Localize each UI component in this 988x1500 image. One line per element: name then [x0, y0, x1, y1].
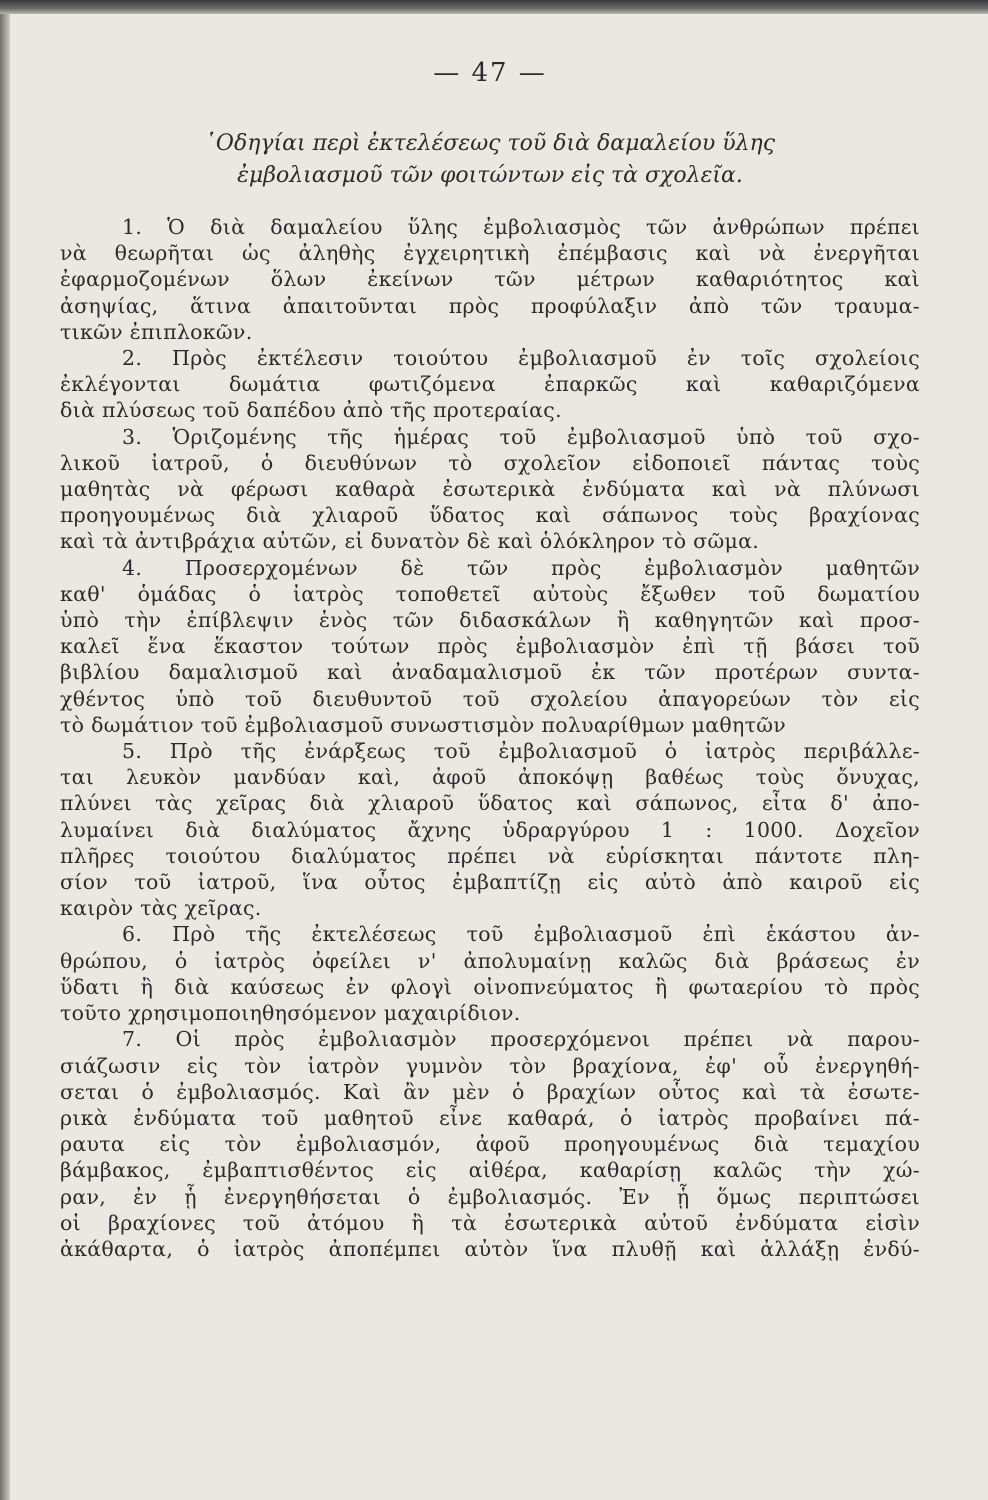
text-line: προηγουμένως διὰ χλιαροῦ ὕδατος καὶ σάπωνος τοὺς βραχίονας [60, 503, 920, 528]
text-line: ρικὰ ἐνδύματα τοῦ μαθητοῦ εἶνε καθαρά, ὁ ἰατρὸς προβαίνει πά- [60, 1105, 920, 1130]
scan-left-edge [0, 14, 10, 1500]
text-line: οἱ βραχίονες τοῦ ἀτόμου ἢ τὰ ἐσωτερικὰ αὐτοῦ ἐνδύματα εἰσὶν [60, 1210, 920, 1235]
text-line: ἐκλέγονται δωμάτια φωτιζόμενα ἐπαρκῶς καὶ καθαριζόμενα [60, 372, 920, 397]
text-line: καθ' ὁμάδας ὁ ἰατρὸς τοποθετεῖ αὐτοὺς ἔξωθεν τοῦ δωματίου [60, 581, 920, 606]
text-line: καιρὸν τὰς χεῖρας. [60, 896, 262, 921]
section-title [60, 128, 920, 192]
text-line: ραν, ἐν ᾗ ἐνεργηθήσεται ὁ ἐμβολιασμός. Ἐν ᾗ ὅμως περιπτώσει [60, 1184, 920, 1209]
text-line: 2. Πρὸς ἐκτέλεσιν τοιούτου ἐμβολιασμοῦ ἐν τοῖς σχολείοις [122, 346, 920, 371]
section-title-line-2: ἐμβολιασμοῦ τῶν φοιτώντων εἰς τὰ σχολεῖα. [237, 163, 743, 188]
text-line: 5. Πρὸ τῆς ἐνάρξεως τοῦ ἐμβολιασμοῦ ὁ ἰατρὸς περιβάλλε- [122, 739, 920, 764]
text-line: θρώπου, ὁ ἰατρὸς ὀφείλει ν' ἀπολυμαίνῃ καλῶς διὰ βράσεως ἐν [60, 948, 920, 973]
section-title-line-1: ῾Οδηγίαι περὶ ἐκτελέσεως τοῦ διὰ δαμαλείου ὕλης [204, 131, 776, 156]
text-line: 4. Προσερχομένων δὲ τῶν πρὸς ἐμβολιασμὸν μαθητῶν [122, 555, 920, 580]
text-line: βιβλίου δαμαλισμοῦ καὶ ἀναδαμαλισμοῦ ἐκ τῶν προτέρων συντα- [60, 660, 920, 685]
text-line: 7. Οἱ πρὸς ἐμβολιασμὸν προσερχόμενοι πρέπει νὰ παρου- [122, 1027, 920, 1052]
text-line: ται λευκὸν μανδύαν καὶ, ἀφοῦ ἀποκόψῃ βαθέως τοὺς ὄνυχας, [60, 765, 920, 790]
text-line: πλύνει τὰς χεῖρας διὰ χλιαροῦ ὕδατος καὶ σάπωνος, εἶτα δ' ἀπο- [60, 791, 920, 816]
text-line: λυμαίνει διὰ διαλύματος ἄχνης ὑδραργύρου 1 : 1000. Δοχεῖον [60, 817, 920, 842]
text-line: διὰ πλύσεως τοῦ δαπέδου ἀπὸ τῆς προτεραίας. [60, 398, 562, 423]
text-line: 1. Ὁ διὰ δαμαλείου ὕλης ἐμβολιασμὸς τῶν ἀνθρώπων πρέπει [122, 215, 920, 239]
text-line: ὑπὸ τὴν ἐπίβλεψιν ἑνὸς τῶν διδασκάλων ἢ καθηγητῶν καὶ προσ- [60, 608, 920, 633]
text-line: σιάζωσιν εἰς τὸν ἰατρὸν γυμνὸν τὸν βραχίονα, ἐφ' οὗ ἐνεργηθή- [60, 1053, 920, 1078]
text-line: πλῆρες τοιούτου διαλύματος πρέπει νὰ εὑρίσκηται πάντοτε πλη- [60, 843, 920, 868]
text-line: ἐφαρμοζομένων ὅλων ἐκείνων τῶν μέτρων καθαριότητος καὶ [60, 267, 920, 292]
text-line: βάμβακος, ἐμβαπτισθέντος εἰς αἰθέρα, καθαρίσῃ καλῶς τὴν χώ- [60, 1158, 920, 1183]
document-page [60, 40, 920, 1262]
text-line: ραυτα εἰς τὸν ἐμβολιασμόν, ἀφοῦ προηγουμένως διὰ τεμαχίου [60, 1132, 920, 1157]
text-line: χθέντος ὑπὸ τοῦ διευθυντοῦ τοῦ σχολείου ἀπαγορεύων τὸν εἰς [60, 686, 920, 711]
text-line: καλεῖ ἕνα ἕκαστον τούτων πρὸς ἐμβολιασμὸν ἐπὶ τῇ βάσει τοῦ [60, 634, 920, 659]
text-line: λικοῦ ἰατροῦ, ὁ διευθύνων τὸ σχολεῖον εἰδοποιεῖ πάντας τοὺς [60, 450, 920, 475]
text-line: ἀσηψίας, ἅτινα ἀπαιτοῦνται πρὸς προφύλαξιν ἀπὸ τῶν τραυμα- [60, 293, 920, 318]
text-line: ἀκάθαρτα, ὁ ἰατρὸς ἀποπέμπει αὐτὸν ἵνα πλυθῇ καὶ ἀλλάξῃ ἐνδύ- [60, 1236, 920, 1261]
text-line: ὕδατι ἢ διὰ καύσεως ἐν φλογὶ οἰνοπνεύματος ἢ φωταερίου τὸ πρὸς [60, 974, 920, 999]
text-line: μαθητὰς νὰ φέρωσι καθαρὰ ἐσωτερικὰ ἐνδύματα καὶ νὰ πλύνωσι [60, 477, 920, 502]
text-line: νὰ θεωρῆται ὡς ἀληθὴς ἐγχειρητικὴ ἐπέμβασις καὶ νὰ ἐνεργῆται [60, 241, 920, 266]
text-line: σίον τοῦ ἰατροῦ, ἵνα οὗτος ἐμβαπτίζῃ εἰς αὐτὸ ἀπὸ καιροῦ εἰς [60, 870, 920, 895]
text-line: τοῦτο χρησιμοποιηθησόμενον μαχαιρίδιον. [60, 1001, 521, 1026]
body-text [60, 214, 920, 1262]
text-line: καὶ τὰ ἀντιβράχια αὐτῶν, εἰ δυνατὸν δὲ καὶ ὁλόκληρον τὸ σῶμα. [60, 529, 760, 554]
text-line: σεται ὁ ἐμβολιασμός. Καὶ ἂν μὲν ὁ βραχίων οὗτος καὶ τὰ ἐσωτε- [60, 1079, 920, 1104]
text-line: τὸ δωμάτιον τοῦ ἐμβολιασμοῦ συνωστισμὸν πολυαρίθμων μαθητῶν [60, 712, 787, 737]
text-line: 3. Ὁριζομένης τῆς ἡμέρας τοῦ ἐμβολιασμοῦ ὑπὸ τοῦ σχο- [122, 424, 920, 449]
text-line: 6. Πρὸ τῆς ἐκτελέσεως τοῦ ἐμβολιασμοῦ ἐπὶ ἑκάστου ἀν- [122, 922, 920, 947]
scan-top-edge [0, 0, 988, 14]
text-line: τικῶν ἐπιπλοκῶν. [60, 319, 253, 344]
page-number: — 47 — [433, 58, 547, 88]
